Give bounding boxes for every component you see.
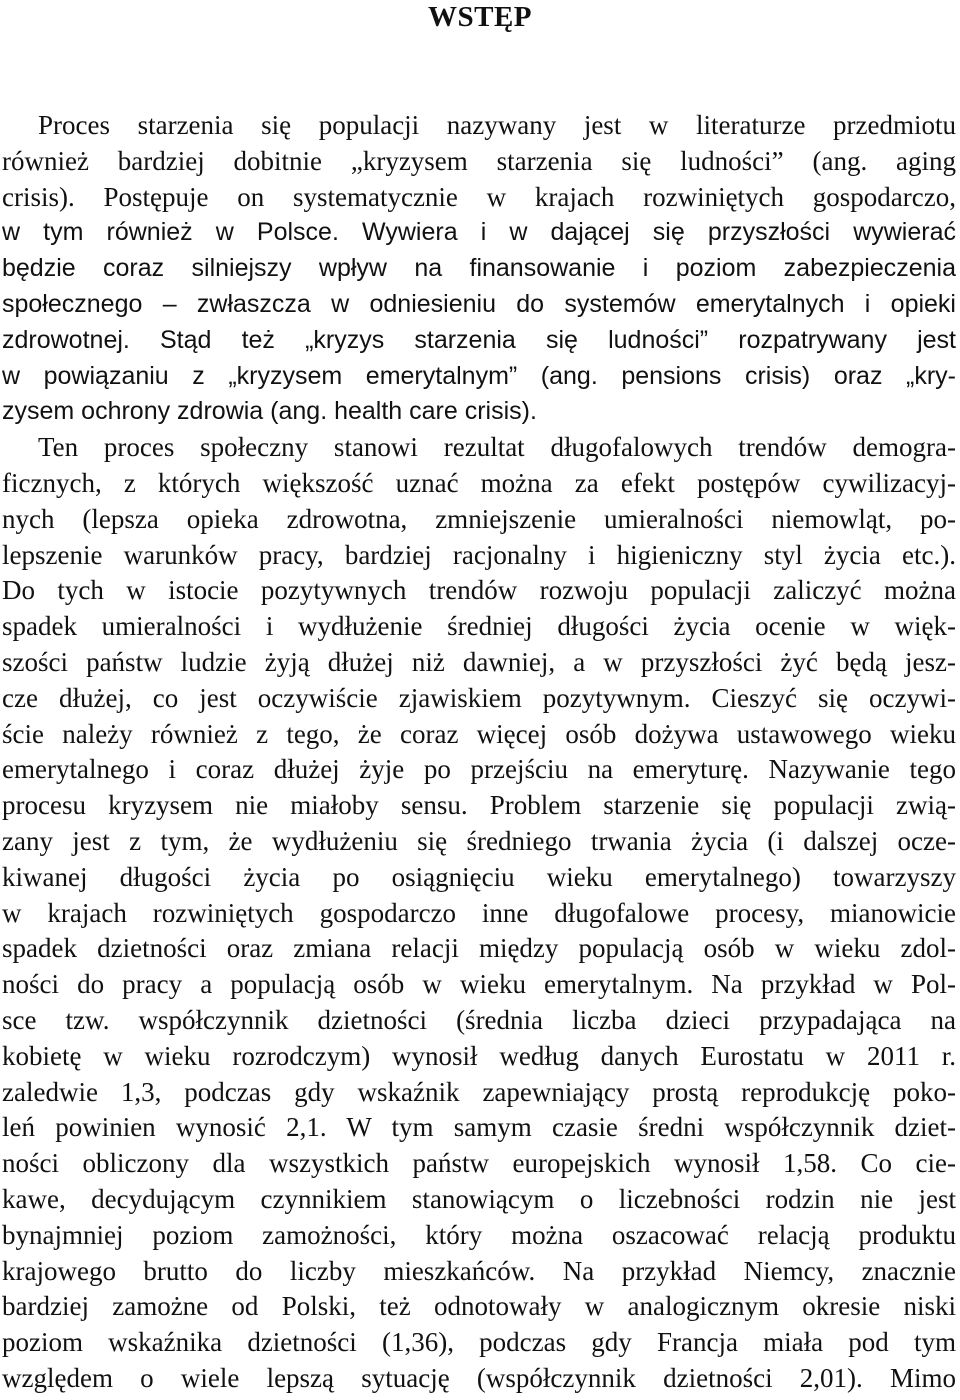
text-line: kawe, decydującym czynnikiem stanowiącym o liczebności rodzin nie jest [2, 1183, 956, 1214]
text-line: Proces starzenia się populacji nazywany jest w literaturze przedmiotu [38, 110, 956, 140]
text-line: względem o wiele lepszą sytuację (współczynnik dzietności 2,01). Mimo [2, 1362, 956, 1393]
text-line: nych (lepsza opieka zdrowotna, zmniejszenie umieralności niemowląt, po- [2, 503, 956, 534]
text-line: crisis). Postępuje on systematycznie w krajach rozwiniętych gospodarczo, [2, 181, 956, 212]
text-line: spadek dzietności oraz zmiana relacji między populacją osób w wieku zdol- [2, 933, 956, 964]
text-line: zdrowotnej. Stąd też „kryzys starzenia się ludności” rozpatrywany jest [2, 325, 956, 354]
text-line: krajowego brutto do liczby mieszkańców. Na przykład Niemcy, znacznie [2, 1255, 956, 1286]
text-line: cze dłużej, co jest oczywiście zjawiskiem pozytywnym. Cieszyć się oczywi- [2, 682, 956, 713]
text-line: sce tzw. współczynnik dzietności (średnia liczba dzieci przypadająca na [2, 1004, 956, 1035]
text-line: zaledwie 1,3, podczas gdy wskaźnik zapewniający prostą reprodukcję poko- [2, 1076, 956, 1107]
text-line: kobietę w wieku rozrodczym) wynosił według danych Eurostatu w 2011 r. [2, 1040, 956, 1071]
text-line: również bardziej dobitnie „kryzysem starzenia się ludności” (ang. aging [2, 145, 956, 176]
text-line: procesu kryzysem nie miałoby sensu. Problem starzenie się populacji zwią- [2, 790, 956, 821]
text-line: społecznego – zwłaszcza w odniesieniu do systemów emerytalnych i opieki [2, 289, 956, 318]
text-line: ności obliczony dla wszystkich państw europejskich wynosił 1,58. Co cie- [2, 1148, 956, 1179]
text-line: w krajach rozwiniętych gospodarczo inne długofalowe procesy, mianowicie [2, 897, 956, 928]
text-line: Do tych w istocie pozytywnych trendów rozwoju populacji zaliczyć można [2, 575, 956, 606]
text-line: będzie coraz silniejszy wpływ na finansowanie i poziom zabezpieczenia [2, 254, 956, 283]
text-line: w powiązaniu z „kryzysem emerytalnym” (ang. pensions crisis) oraz „kry- [2, 361, 956, 390]
text-line: lepszenie warunków pracy, bardziej racjonalny i higieniczny styl życia etc.). [2, 539, 956, 570]
text-line: spadek umieralności i wydłużenie średniej długości życia ocenie w więk- [2, 611, 956, 642]
text-line: kiwanej długości życia po osiągnięciu wieku emerytalnego) towarzyszy [2, 861, 956, 892]
text-line: ście należy również z tego, że coraz więcej osób dożywa ustawowego wieku [2, 718, 956, 749]
body-text [2, 108, 956, 1397]
text-line: leń powinien wynosić 2,1. W tym samym czasie średni współczynnik dziet- [2, 1112, 956, 1143]
text-line: zany jest z tym, że wydłużeniu się średniego trwania życia (i dalszej ocze- [2, 825, 956, 856]
text-line: ficznych, z których większość uznać można za efekt postępów cywilizacyj- [2, 467, 956, 498]
text-line: w tym również w Polsce. Wywiera i w dającej się przyszłości wywierać [2, 218, 956, 247]
text-line: poziom wskaźnika dzietności (1,36), podczas gdy Francja miała pod tym [2, 1327, 956, 1358]
text-line: Ten proces społeczny stanowi rezultat długofalowych trendów demogra- [38, 432, 956, 463]
text-line: bynajmniej poziom zamożności, który można oszacować relacją produktu [2, 1219, 956, 1250]
text-line: szości państw ludzie żyją dłużej niż dawniej, a w przyszłości żyć będą jesz- [2, 646, 956, 677]
text-line: zysem ochrony zdrowia (ang. health care crisis). [2, 397, 537, 426]
text-line: emerytalnego i coraz dłużej żyje po przejściu na emeryturę. Nazywanie tego [2, 754, 956, 785]
text-line: bardziej zamożne od Polski, też odnotowały w analogicznym okresie niski [2, 1291, 956, 1322]
text-line: ności do pracy a populacją osób w wieku emerytalnym. Na przykład w Pol- [2, 969, 956, 1000]
page-title: WSTĘP [427, 1, 533, 33]
